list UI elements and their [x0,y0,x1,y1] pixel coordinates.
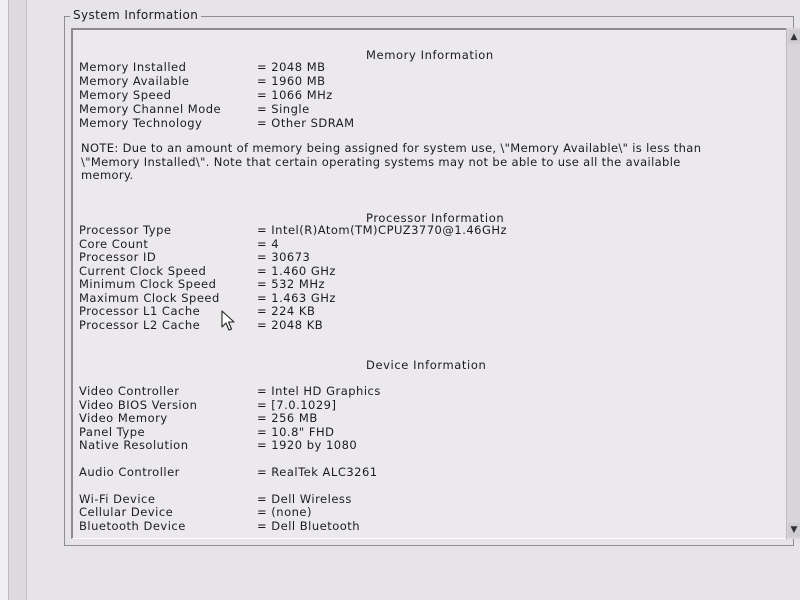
processor-type-value: = Intel(R)Atom(TM)CPUZ3770@1.46GHz [257,223,508,237]
memory-speed-value: = 1066 MHz [257,88,333,102]
processor-l1-cache-value: = 224 KB [257,304,316,318]
panel-type-label: Panel Type [79,425,146,439]
video-controller-value: = Intel HD Graphics [257,384,381,398]
memory-installed-value: = 2048 MB [257,60,326,74]
processor-section-heading: Processor Information [366,211,505,225]
video-memory-label: Video Memory [79,411,168,425]
system-information-panel [71,28,787,539]
memory-available-label: Memory Available [79,74,190,88]
memory-channel-mode-value: = Single [257,102,310,116]
native-resolution-value: = 1920 by 1080 [257,438,358,452]
wifi-device-value: = Dell Wireless [257,492,352,506]
audio-controller-value: = RealTek ALC3261 [257,465,378,479]
video-bios-version-label: Video BIOS Version [79,398,198,412]
cellular-device-value: = (none) [257,505,312,519]
processor-l2-cache-value: = 2048 KB [257,318,324,332]
cellular-device-label: Cellular Device [79,505,174,519]
scroll-down-arrow-icon[interactable]: ▼ [788,523,800,537]
groupbox-title: System Information [70,8,201,22]
bluetooth-device-label: Bluetooth Device [79,519,186,533]
video-memory-value: = 256 MB [257,411,318,425]
memory-available-value: = 1960 MB [257,74,326,88]
wifi-device-label: Wi-Fi Device [79,492,156,506]
left-window-edge [0,0,27,600]
memory-technology-value: = Other SDRAM [257,116,355,130]
processor-id-label: Processor ID [79,250,157,264]
core-count-value: = 4 [257,237,280,251]
processor-l1-cache-label: Processor L1 Cache [79,304,201,318]
processor-type-label: Processor Type [79,223,172,237]
current-clock-speed-value: = 1.460 GHz [257,264,336,278]
core-count-label: Core Count [79,237,149,251]
scroll-up-arrow-icon[interactable]: ▲ [788,30,800,44]
video-bios-version-value: = [7.0.1029] [257,398,337,412]
processor-id-value: = 30673 [257,250,311,264]
vertical-scrollbar[interactable] [786,28,800,539]
processor-l2-cache-label: Processor L2 Cache [79,318,201,332]
current-clock-speed-label: Current Clock Speed [79,264,207,278]
maximum-clock-speed-value: = 1.463 GHz [257,291,336,305]
memory-note: NOTE: Due to an amount of memory being assigned for system use, \"Memory Available\" is less than \"Memory Installed\". Note that certain operating systems may not be able to use all the available memory. [81,141,702,182]
memory-channel-mode-label: Memory Channel Mode [79,102,222,116]
memory-installed-label: Memory Installed [79,60,187,74]
native-resolution-label: Native Resolution [79,438,189,452]
device-section-heading: Device Information [366,358,487,372]
audio-controller-label: Audio Controller [79,465,180,479]
panel-type-value: = 10.8" FHD [257,425,335,439]
memory-speed-label: Memory Speed [79,88,172,102]
minimum-clock-speed-value: = 532 MHz [257,277,326,291]
maximum-clock-speed-label: Maximum Clock Speed [79,291,220,305]
bluetooth-device-value: = Dell Bluetooth [257,519,361,533]
memory-technology-label: Memory Technology [79,116,203,130]
memory-section-heading: Memory Information [366,48,494,62]
mouse-pointer-icon [221,310,237,332]
video-controller-label: Video Controller [79,384,180,398]
minimum-clock-speed-label: Minimum Clock Speed [79,277,217,291]
